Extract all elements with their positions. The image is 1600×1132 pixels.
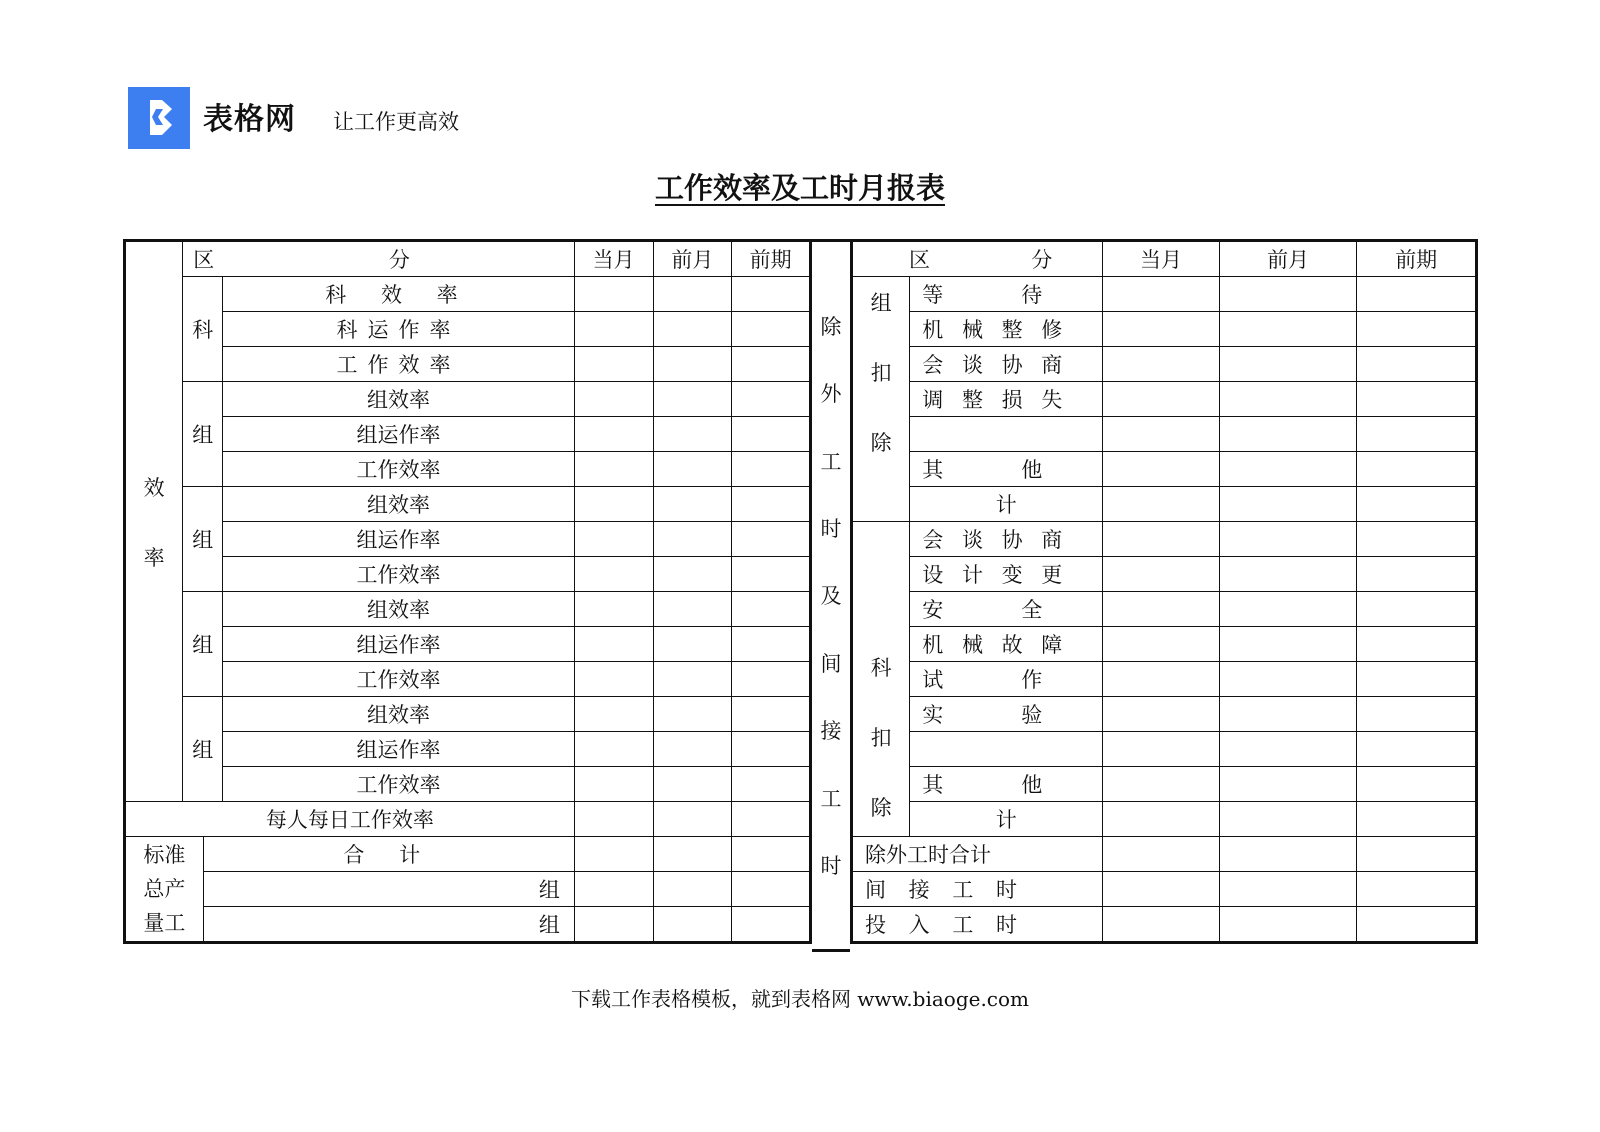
- row-label: 设 计 变 更: [910, 557, 1103, 592]
- cell[interactable]: [574, 452, 653, 487]
- cell[interactable]: [1357, 312, 1477, 347]
- cell[interactable]: [1219, 347, 1357, 382]
- table-row: [125, 241, 811, 277]
- cell[interactable]: [732, 487, 811, 522]
- table-row: [852, 347, 1477, 382]
- cell[interactable]: [1357, 452, 1477, 487]
- cell[interactable]: [653, 802, 732, 837]
- cell[interactable]: [732, 837, 811, 872]
- cell[interactable]: [1357, 767, 1477, 802]
- cell[interactable]: [1219, 522, 1357, 557]
- table-row: [125, 732, 811, 767]
- cell[interactable]: [1219, 732, 1357, 767]
- cell[interactable]: [1357, 802, 1477, 837]
- cell[interactable]: [574, 487, 653, 522]
- cell[interactable]: [1357, 277, 1477, 312]
- cell[interactable]: [1219, 697, 1357, 732]
- table-row: [125, 557, 811, 592]
- cell[interactable]: [1357, 382, 1477, 417]
- cell[interactable]: [653, 627, 732, 662]
- table-row: [125, 767, 811, 802]
- cell[interactable]: [1103, 522, 1220, 557]
- cell[interactable]: [1357, 872, 1477, 907]
- cell[interactable]: [1219, 312, 1357, 347]
- ke-group-label: 科: [183, 277, 223, 382]
- cell[interactable]: [1219, 907, 1357, 943]
- cell[interactable]: [574, 662, 653, 697]
- cell[interactable]: [1219, 592, 1357, 627]
- header-previous-month: 前月: [653, 241, 732, 277]
- row-label: 投 入 工 时: [852, 907, 1103, 943]
- efficiency-table: [123, 239, 812, 944]
- row-label: 组运作率: [223, 417, 575, 452]
- cell[interactable]: [653, 277, 732, 312]
- cell[interactable]: [653, 837, 732, 872]
- table-row: [852, 872, 1477, 907]
- cell[interactable]: [574, 907, 653, 943]
- cell[interactable]: [1103, 452, 1220, 487]
- row-label: 组效率: [223, 697, 575, 732]
- table-row: [852, 312, 1477, 347]
- table-row: [125, 627, 811, 662]
- cell[interactable]: [653, 522, 732, 557]
- header-previous-period: 前期: [732, 241, 811, 277]
- table-row: [852, 732, 1477, 767]
- table-row: [125, 452, 811, 487]
- cell[interactable]: [1103, 662, 1220, 697]
- cell[interactable]: [1357, 592, 1477, 627]
- row-label: 组运作率: [223, 627, 575, 662]
- cell[interactable]: [1357, 662, 1477, 697]
- table-row: [125, 417, 811, 452]
- row-label: 组效率: [223, 487, 575, 522]
- cell[interactable]: [1103, 802, 1220, 837]
- cell[interactable]: [574, 872, 653, 907]
- table-row: [852, 277, 1477, 312]
- cell[interactable]: [1219, 627, 1357, 662]
- brand-slogan: 让工作更高效: [333, 110, 459, 134]
- header-current-month: 当月: [574, 241, 653, 277]
- row-label: 工作效率: [223, 767, 575, 802]
- hours-table: [850, 239, 1478, 944]
- per-person-efficiency-label: 每人每日工作效率: [125, 802, 575, 837]
- cell[interactable]: [653, 417, 732, 452]
- row-label: 工作效率: [223, 347, 575, 382]
- cell[interactable]: [1103, 872, 1220, 907]
- row-label: 间 接 工 时: [852, 872, 1103, 907]
- cell[interactable]: [574, 312, 653, 347]
- cell[interactable]: [1103, 592, 1220, 627]
- row-label: 其 他: [910, 452, 1103, 487]
- cell[interactable]: [1219, 277, 1357, 312]
- cell[interactable]: [1103, 382, 1220, 417]
- cell[interactable]: [1357, 487, 1477, 522]
- header-previous-period: 前期: [1357, 241, 1477, 277]
- header-qu-fen: 区 分: [852, 241, 1103, 277]
- zu-group-label: 组: [183, 487, 223, 592]
- cell[interactable]: [1219, 452, 1357, 487]
- ke-deduct-label: 科 扣 除: [852, 522, 910, 837]
- table-row: [125, 662, 811, 697]
- row-label: 除外工时合计: [852, 837, 1103, 872]
- header-previous-month: 前月: [1219, 241, 1357, 277]
- cell[interactable]: [574, 277, 653, 312]
- row-label: 调 整 损 失: [910, 382, 1103, 417]
- cell[interactable]: [1219, 557, 1357, 592]
- cell[interactable]: [1103, 767, 1220, 802]
- cell[interactable]: [653, 452, 732, 487]
- cell[interactable]: [574, 732, 653, 767]
- cell[interactable]: [732, 697, 811, 732]
- table-row: [125, 837, 811, 872]
- cell[interactable]: [574, 767, 653, 802]
- page-title: 工作效率及工时月报表: [654, 171, 945, 205]
- row-label: 机 械 整 修: [910, 312, 1103, 347]
- row-label: 工作效率: [223, 557, 575, 592]
- row-label: 科运作率: [223, 312, 575, 347]
- cell[interactable]: [1219, 767, 1357, 802]
- table-row: [125, 277, 811, 312]
- cell[interactable]: [1103, 907, 1220, 943]
- footer-text: 下载工作表格模板，就到表格网 www.biaoge.com: [570, 987, 1030, 1011]
- cell[interactable]: [1357, 697, 1477, 732]
- table-row: [852, 592, 1477, 627]
- cell[interactable]: [1103, 312, 1220, 347]
- cell[interactable]: [732, 347, 811, 382]
- efficiency-label-cell: 效 率: [125, 241, 183, 802]
- header-qu-fen: 区 分: [183, 241, 575, 277]
- cell[interactable]: [1357, 627, 1477, 662]
- cell[interactable]: [1103, 732, 1220, 767]
- cell[interactable]: [653, 662, 732, 697]
- row-label: 合 计: [203, 837, 574, 872]
- row-label: 组效率: [223, 592, 575, 627]
- cell[interactable]: [653, 872, 732, 907]
- cell[interactable]: [1357, 347, 1477, 382]
- row-label: 组效率: [223, 382, 575, 417]
- cell[interactable]: [732, 592, 811, 627]
- table-row: [852, 522, 1477, 557]
- row-label: 等 待: [910, 277, 1103, 312]
- brand-name: 表格网: [203, 102, 296, 137]
- table-row: [852, 241, 1477, 277]
- table-row: [125, 907, 811, 943]
- cell[interactable]: [1219, 872, 1357, 907]
- row-label: 组运作率: [223, 732, 575, 767]
- cell[interactable]: [574, 522, 653, 557]
- cell[interactable]: [574, 382, 653, 417]
- row-label: [910, 732, 1103, 767]
- cell[interactable]: [653, 312, 732, 347]
- table-row: [852, 697, 1477, 732]
- cell[interactable]: [1103, 837, 1220, 872]
- table-row: [125, 522, 811, 557]
- cell[interactable]: [574, 557, 653, 592]
- cell[interactable]: [1103, 417, 1220, 452]
- table-row: [852, 627, 1477, 662]
- row-label: 其 他: [910, 767, 1103, 802]
- table-row: [125, 697, 811, 732]
- table-row: [852, 452, 1477, 487]
- cell[interactable]: [653, 487, 732, 522]
- cell[interactable]: [1103, 697, 1220, 732]
- row-label: 工作效率: [223, 452, 575, 487]
- row-label: 计: [910, 487, 1103, 522]
- cell[interactable]: [574, 627, 653, 662]
- table-row: [125, 487, 811, 522]
- cell[interactable]: [732, 627, 811, 662]
- cell[interactable]: [574, 592, 653, 627]
- cell[interactable]: [574, 417, 653, 452]
- row-label: [910, 417, 1103, 452]
- header-current-month: 当月: [1103, 241, 1220, 277]
- row-label: 实 验: [910, 697, 1103, 732]
- cell[interactable]: [653, 732, 732, 767]
- cell[interactable]: [732, 417, 811, 452]
- table-row: [125, 592, 811, 627]
- table-row: [852, 417, 1477, 452]
- row-label: 会 谈 协 商: [910, 522, 1103, 557]
- table-row: [125, 347, 811, 382]
- table-row: [852, 767, 1477, 802]
- row-label: 组运作率: [223, 522, 575, 557]
- cell[interactable]: [653, 557, 732, 592]
- row-label: 安 全: [910, 592, 1103, 627]
- cell[interactable]: [1357, 417, 1477, 452]
- row-label: 科 效 率: [223, 277, 575, 312]
- row-label: 组: [203, 907, 574, 943]
- cell[interactable]: [1219, 382, 1357, 417]
- cell[interactable]: [574, 837, 653, 872]
- cell[interactable]: [1219, 837, 1357, 872]
- cell[interactable]: [574, 347, 653, 382]
- cell[interactable]: [732, 382, 811, 417]
- cell[interactable]: [653, 907, 732, 943]
- cell[interactable]: [1219, 417, 1357, 452]
- cell[interactable]: [732, 802, 811, 837]
- cell[interactable]: [732, 452, 811, 487]
- cell[interactable]: [732, 767, 811, 802]
- cell[interactable]: [574, 802, 653, 837]
- cell[interactable]: [574, 697, 653, 732]
- row-label: 会 谈 协 商: [910, 347, 1103, 382]
- cell[interactable]: [732, 557, 811, 592]
- row-label: 工作效率: [223, 662, 575, 697]
- cell[interactable]: [1103, 277, 1220, 312]
- cell[interactable]: [1357, 837, 1477, 872]
- row-label: 机 械 故 障: [910, 627, 1103, 662]
- cell[interactable]: [732, 907, 811, 943]
- table-row: [852, 487, 1477, 522]
- cell[interactable]: [1103, 347, 1220, 382]
- cell[interactable]: [1219, 662, 1357, 697]
- cell[interactable]: [1103, 627, 1220, 662]
- standard-output-label: 标准 总产 量工: [125, 837, 204, 943]
- table-row: [852, 382, 1477, 417]
- zu-group-label: 组: [183, 382, 223, 487]
- cell[interactable]: [653, 382, 732, 417]
- cell[interactable]: [1219, 487, 1357, 522]
- cell[interactable]: [653, 767, 732, 802]
- cell[interactable]: [1103, 557, 1220, 592]
- table-row: [852, 557, 1477, 592]
- table-row: [125, 802, 811, 837]
- cell[interactable]: [1357, 907, 1477, 943]
- zu-group-label: 组: [183, 592, 223, 697]
- table-row: [852, 662, 1477, 697]
- row-label: 组: [203, 872, 574, 907]
- row-label: 试 作: [910, 662, 1103, 697]
- cell[interactable]: [653, 347, 732, 382]
- table-row: [852, 837, 1477, 872]
- cell[interactable]: [732, 662, 811, 697]
- cell[interactable]: [732, 277, 811, 312]
- table-row: [852, 802, 1477, 837]
- cell[interactable]: [653, 697, 732, 732]
- cell[interactable]: [1219, 802, 1357, 837]
- cell[interactable]: [1357, 522, 1477, 557]
- cell[interactable]: [653, 592, 732, 627]
- cell[interactable]: [1357, 732, 1477, 767]
- cell[interactable]: [732, 872, 811, 907]
- cell[interactable]: [732, 522, 811, 557]
- cell[interactable]: [1357, 557, 1477, 592]
- cell[interactable]: [732, 312, 811, 347]
- table-row: [125, 382, 811, 417]
- cell[interactable]: [1103, 487, 1220, 522]
- zu-deduct-label: 组 扣 除: [852, 277, 910, 522]
- biaoge-logo-icon: [128, 87, 190, 149]
- zu-group-label: 组: [183, 697, 223, 802]
- table-row: [125, 312, 811, 347]
- table-row: [852, 907, 1477, 943]
- cell[interactable]: [732, 732, 811, 767]
- excluded-indirect-hours-label: 除 外 工 时 及 间 接 工 时: [812, 239, 850, 952]
- table-row: [125, 872, 811, 907]
- row-label: 计: [910, 802, 1103, 837]
